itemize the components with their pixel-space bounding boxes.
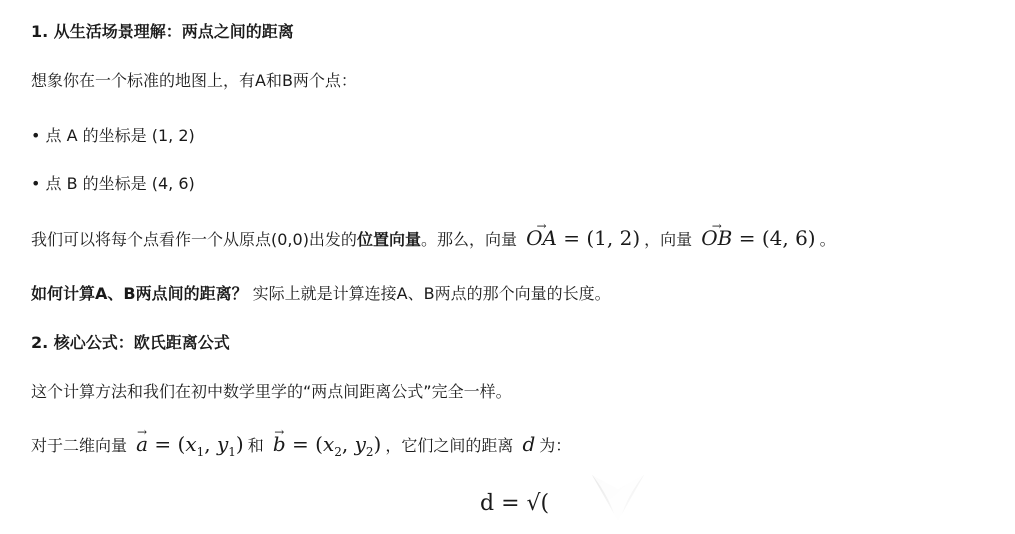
math-var-d: d	[522, 432, 536, 456]
text-segment: 。那么，向量	[420, 230, 517, 249]
math-sub: 2	[334, 445, 342, 459]
math-symbol: )	[373, 432, 382, 456]
bold-question: 如何计算A、B两点间的距离？	[31, 284, 248, 303]
formula-intro-paragraph: 这个计算方法和我们在初中数学里学的“两点间距离公式”完全一样。	[31, 382, 512, 401]
text-segment: 为：	[539, 436, 572, 455]
math-vector-a	[136, 432, 244, 459]
math-symbol: = (	[148, 432, 186, 456]
vector-arrow-oa: OA →	[526, 226, 557, 250]
intro-paragraph: 想象你在一个标准的地图上，有A和B两个点：	[31, 71, 357, 90]
text-segment: 对于二维向量	[31, 436, 128, 455]
vector-arrow-a: a →	[136, 432, 148, 456]
math-sub: 2	[365, 445, 374, 459]
bold-term: 位置向量	[356, 230, 421, 249]
math-sub: 1	[196, 445, 205, 459]
distance-formula: d = √(	[480, 491, 550, 516]
math-sub: 1	[228, 445, 236, 459]
text-segment: ，它们之间的距离	[385, 436, 514, 455]
math-var: y	[354, 432, 366, 456]
math-value: = (4, 6)	[732, 226, 816, 250]
section-heading-1: 1. 从生活场景理解：两点之间的距离	[31, 22, 294, 41]
position-vector-paragraph	[31, 226, 836, 252]
math-vector-b	[272, 432, 382, 459]
math-value: = (1, 2)	[556, 226, 641, 250]
math-var: x	[322, 432, 335, 456]
math-symbol: = (	[285, 432, 323, 456]
bullet-point-a: • 点 A 的坐标是 (1, 2)	[31, 126, 195, 145]
text-segment: 我们可以将每个点看作一个从原点(0,0)出发的	[31, 230, 357, 249]
math-symbol: )	[235, 432, 244, 456]
math-var: x	[185, 432, 197, 456]
text-segment: ，向量	[644, 230, 693, 249]
math-symbol: ,	[341, 432, 355, 456]
sparkle-icon	[578, 455, 658, 534]
text-segment: 。	[819, 230, 836, 249]
text-segment: 和	[247, 436, 264, 455]
math-vector-ob	[701, 226, 815, 250]
vector-definition-paragraph	[31, 432, 571, 464]
vector-arrow-b: b →	[273, 432, 286, 456]
section-heading-2: 2. 核心公式：欧氏距离公式	[31, 333, 230, 352]
math-var: y	[216, 432, 229, 456]
math-vector-oa	[526, 226, 640, 250]
distance-question-paragraph	[31, 282, 611, 306]
bullet-point-b: • 点 B 的坐标是 (4, 6)	[31, 174, 195, 193]
vector-arrow-ob: OB →	[701, 226, 732, 250]
text-segment: 实际上就是计算连接A、B两点的那个向量的长度。	[247, 284, 611, 303]
math-symbol: ,	[204, 432, 217, 456]
